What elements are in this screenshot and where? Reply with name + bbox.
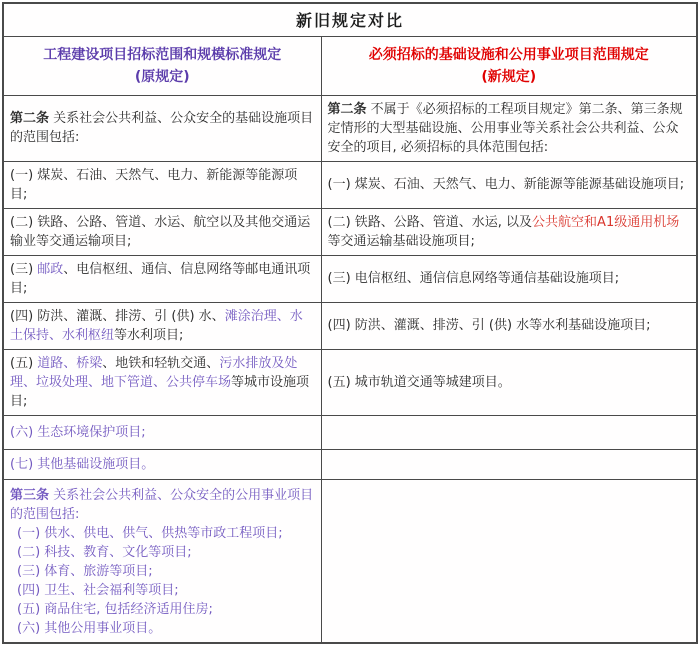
text-segment: (二) 铁路、公路、管道、水运、航空以及其他交通运输业等交通运输项目; bbox=[10, 214, 311, 249]
old-regulation-cell bbox=[3, 415, 321, 449]
text-segment: (三) 体育、旅游等项目; bbox=[17, 563, 153, 579]
text-segment: (六) 生态环境保护项目; bbox=[10, 424, 146, 440]
old-regulation-cell bbox=[3, 161, 321, 208]
old-regulation-cell bbox=[3, 349, 321, 415]
regulation-row-5 bbox=[3, 302, 697, 349]
regulation-row-3 bbox=[3, 208, 697, 255]
old-regulation-title: 工程建设项目招标范围和规模标准规定 bbox=[43, 46, 282, 63]
regulation-row-7 bbox=[3, 415, 697, 449]
new-regulation-cell bbox=[321, 208, 697, 255]
header-row bbox=[3, 36, 697, 95]
text-segment: (五) 商品住宅, 包括经济适用住房; bbox=[17, 601, 213, 617]
text-segment: 污水排放及处理、垃圾处理、地下管道、公共停车场 bbox=[10, 355, 298, 390]
text-segment: 滩涂治理、水土保持、水利枢纽 bbox=[10, 308, 303, 343]
old-regulation-cell bbox=[3, 302, 321, 349]
regulation-row-8 bbox=[3, 449, 697, 479]
text-segment: 道路、桥梁 bbox=[37, 355, 103, 371]
text-segment: 公共航空和A1级通用机场 bbox=[532, 214, 680, 230]
regulation-row-1 bbox=[3, 95, 697, 161]
new-regulation-cell bbox=[321, 449, 697, 479]
old-regulation-cell bbox=[3, 479, 321, 643]
text-segment: 、地铁和轻轨交通、 bbox=[102, 355, 220, 371]
new-regulation-cell bbox=[321, 349, 697, 415]
new-regulation-subtitle: (新规定) bbox=[481, 68, 537, 85]
text-segment: (二) 铁路、公路、管道、水运, 以及 bbox=[327, 214, 533, 230]
new-regulation-cell bbox=[321, 161, 697, 208]
text-segment: 第二条 bbox=[10, 111, 50, 126]
text-segment: 第二条 bbox=[327, 101, 367, 117]
text-segment: 等城市设施项目; bbox=[10, 374, 310, 409]
comparison-table bbox=[2, 2, 698, 644]
text-segment: (四) 防洪、灌溉、排涝、引 (供) 水等水利基础设施项目; bbox=[327, 318, 651, 333]
new-regulation-title: 必须招标的基础设施和公用事业项目范围规定 bbox=[368, 46, 649, 63]
new-regulation-cell bbox=[321, 415, 697, 449]
new-regulation-cell bbox=[321, 479, 697, 643]
old-regulation-cell bbox=[3, 208, 321, 255]
text-segment: (六) 其他公用事业项目。 bbox=[17, 620, 162, 636]
regulation-row-4 bbox=[3, 255, 697, 302]
new-regulation-header bbox=[321, 36, 697, 95]
text-segment: (一) 煤炭、石油、天然气、电力、新能源等能源基础设施项目; bbox=[327, 177, 685, 192]
regulation-row-6 bbox=[3, 349, 697, 415]
old-regulation-cell bbox=[3, 255, 321, 302]
old-regulation-subtitle: (原规定) bbox=[134, 68, 190, 85]
text-segment: 关系社会公共利益、公众安全的公用事业项目的范围包括: bbox=[10, 487, 314, 522]
old-regulation-header bbox=[3, 36, 321, 95]
regulation-row-9 bbox=[3, 479, 697, 643]
new-regulation-cell bbox=[321, 302, 697, 349]
title-row bbox=[3, 3, 697, 36]
text-segment: (三) 电信枢纽、通信信息网络等通信基础设施项目; bbox=[327, 271, 620, 286]
new-regulation-cell bbox=[321, 95, 697, 161]
text-segment: (四) 防洪、灌溉、排涝、引 (供) 水、 bbox=[10, 308, 225, 324]
text-segment: (一) 煤炭、石油、天然气、电力、新能源等能源项目; bbox=[10, 167, 298, 202]
text-segment: (四) 卫生、社会福利等项目; bbox=[17, 582, 179, 598]
text-segment: (一) 供水、供电、供气、供热等市政工程项目; bbox=[17, 525, 283, 541]
text-segment: 关系社会公共利益、公众安全的基础设施项目的范围包括: bbox=[10, 111, 314, 145]
page-title: 新旧规定对比 bbox=[3, 3, 697, 36]
text-segment: 邮政 bbox=[37, 261, 64, 277]
text-segment: 等水利项目; bbox=[114, 327, 184, 343]
old-regulation-cell bbox=[3, 449, 321, 479]
regulation-row-2 bbox=[3, 161, 697, 208]
new-regulation-cell bbox=[321, 255, 697, 302]
text-segment: (五) bbox=[10, 355, 38, 371]
text-segment: 等交通运输基础设施项目; bbox=[327, 233, 475, 249]
text-segment: (三) bbox=[10, 261, 38, 277]
text-segment: (二) 科技、教育、文化等项目; bbox=[17, 544, 192, 560]
text-segment: (七) 其他基础设施项目。 bbox=[10, 456, 155, 472]
text-segment: 第三条 bbox=[10, 487, 50, 503]
text-segment: (五) 城市轨道交通等城建项目。 bbox=[327, 374, 511, 390]
old-regulation-cell bbox=[3, 95, 321, 161]
text-segment: 、电信枢纽、通信、信息网络等邮电通讯项目; bbox=[10, 261, 311, 296]
table-body bbox=[3, 95, 697, 643]
text-segment: 不属于《必须招标的工程项目规定》第二条、第三条规定情形的大型基础设施、公用事业等关系社会公共利益、公众安全的项目, 必须招标的具体范围包括: bbox=[327, 101, 683, 155]
